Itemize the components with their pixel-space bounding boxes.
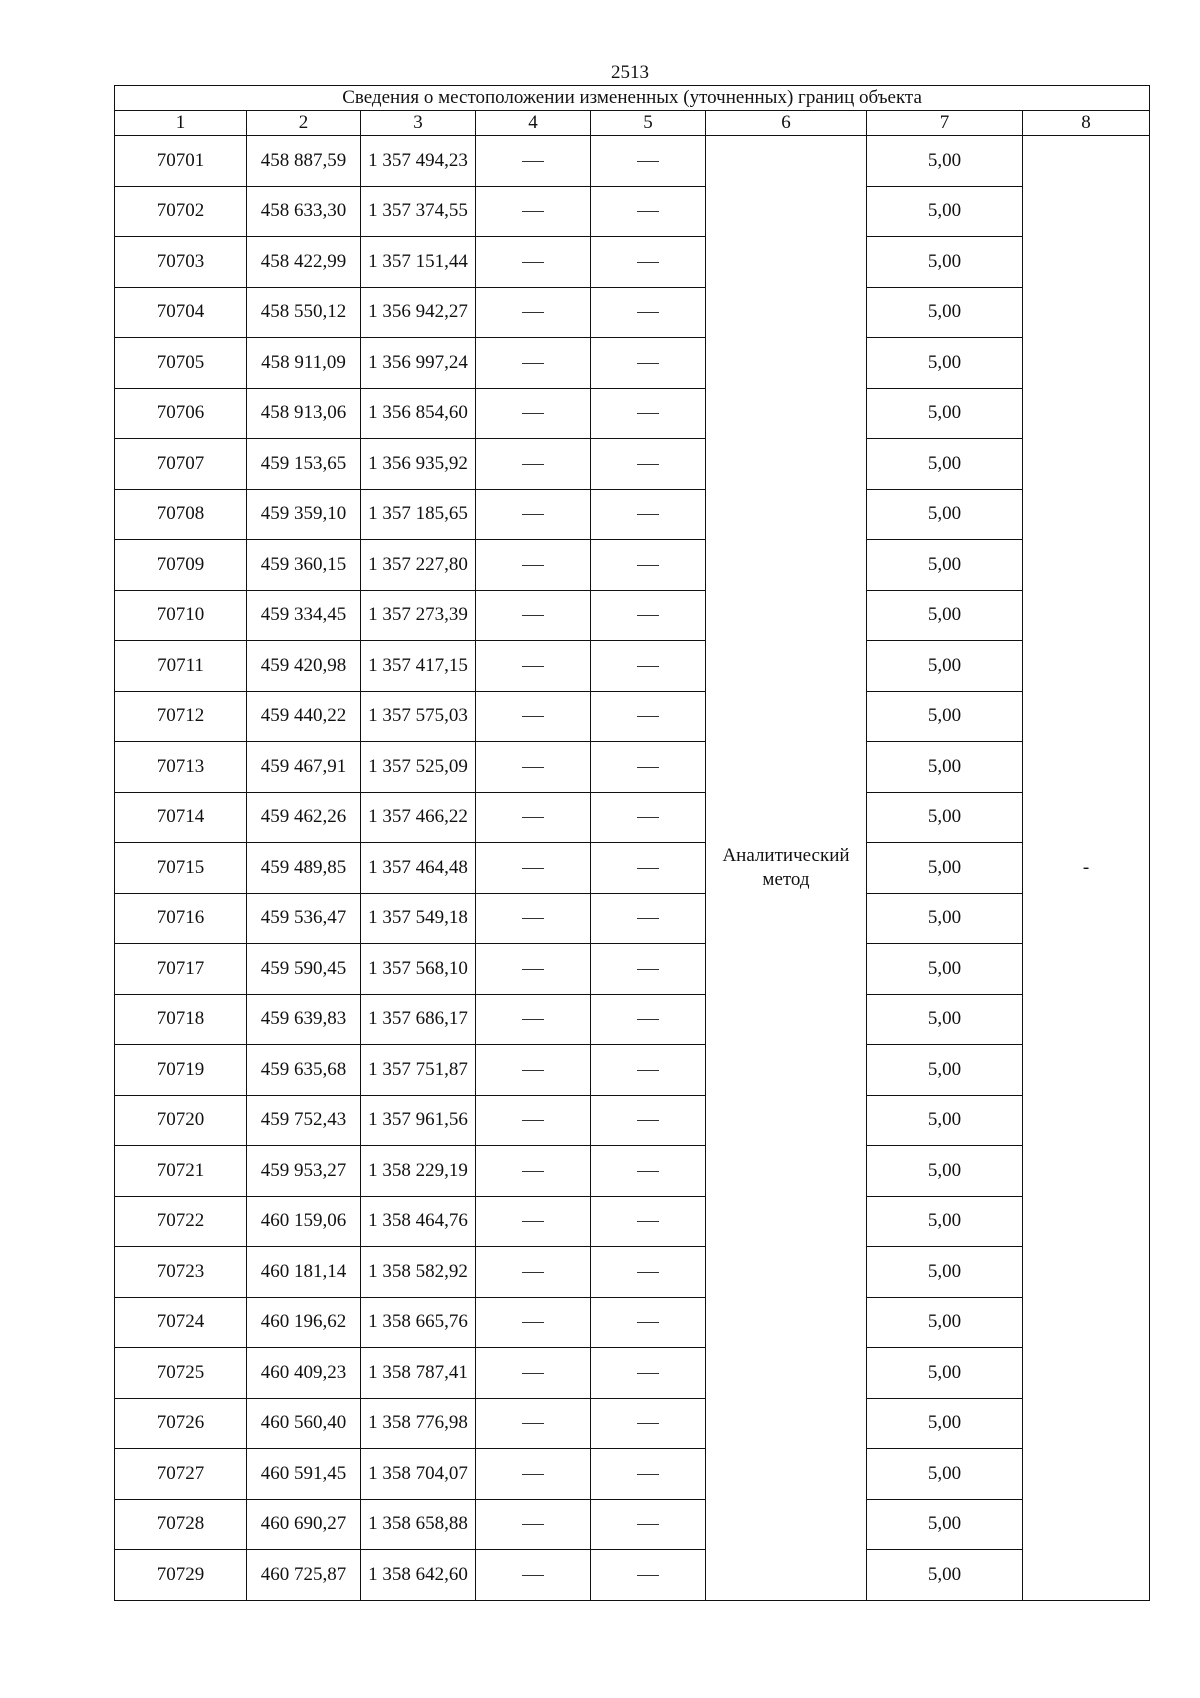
- precision-cell: 5,00: [867, 893, 1023, 944]
- point-id-cell: 70728: [115, 1499, 247, 1550]
- y-coordinate-cell: 1 357 494,23: [361, 136, 476, 187]
- empty-value-cell: [476, 1196, 591, 1247]
- x-coordinate-cell: 459 153,65: [247, 439, 361, 490]
- dash-mark: [522, 1373, 544, 1374]
- point-id-cell: 70711: [115, 641, 247, 692]
- point-id-cell: 70725: [115, 1348, 247, 1399]
- dash-mark: [637, 262, 659, 263]
- y-coordinate-cell: 1 357 549,18: [361, 893, 476, 944]
- x-coordinate-cell: 459 420,98: [247, 641, 361, 692]
- table-body: [115, 136, 1150, 1601]
- point-id-cell: 70718: [115, 994, 247, 1045]
- precision-cell: 5,00: [867, 1146, 1023, 1197]
- empty-value-cell: [591, 1095, 706, 1146]
- y-coordinate-cell: 1 357 464,48: [361, 843, 476, 894]
- dash-mark: [522, 161, 544, 162]
- empty-value-cell: [591, 1297, 706, 1348]
- point-id-cell: 70710: [115, 590, 247, 641]
- table-row: [115, 338, 1150, 389]
- point-id-cell: 70719: [115, 1045, 247, 1096]
- dash-mark: [522, 514, 544, 515]
- y-coordinate-cell: 1 357 961,56: [361, 1095, 476, 1146]
- empty-value-cell: [591, 489, 706, 540]
- empty-value-cell: [476, 590, 591, 641]
- column-number: 1: [115, 111, 247, 136]
- table-row: [115, 439, 1150, 490]
- dash-mark: [522, 767, 544, 768]
- empty-value-cell: [591, 843, 706, 894]
- table-row: [115, 237, 1150, 288]
- x-coordinate-cell: 460 591,45: [247, 1449, 361, 1500]
- empty-value-cell: [476, 792, 591, 843]
- precision-cell: 5,00: [867, 1095, 1023, 1146]
- precision-cell: 5,00: [867, 742, 1023, 793]
- precision-cell: 5,00: [867, 237, 1023, 288]
- empty-value-cell: [591, 439, 706, 490]
- y-coordinate-cell: 1 357 417,15: [361, 641, 476, 692]
- empty-value-cell: [476, 1247, 591, 1298]
- y-coordinate-cell: 1 357 568,10: [361, 944, 476, 995]
- table-row: [115, 590, 1150, 641]
- point-id-cell: 70712: [115, 691, 247, 742]
- dash-mark: [522, 1221, 544, 1222]
- dash-mark: [637, 413, 659, 414]
- method-label-line1: Аналитический: [722, 844, 850, 866]
- x-coordinate-cell: 458 422,99: [247, 237, 361, 288]
- column-number: 7: [867, 111, 1023, 136]
- dash-mark: [637, 1373, 659, 1374]
- empty-value-cell: [476, 388, 591, 439]
- x-coordinate-cell: 460 409,23: [247, 1348, 361, 1399]
- y-coordinate-cell: 1 358 642,60: [361, 1550, 476, 1601]
- precision-cell: 5,00: [867, 792, 1023, 843]
- point-id-cell: 70723: [115, 1247, 247, 1298]
- empty-value-cell: [476, 237, 591, 288]
- dash-mark: [522, 565, 544, 566]
- y-coordinate-cell: 1 357 227,80: [361, 540, 476, 591]
- empty-value-cell: [591, 136, 706, 187]
- dash-mark: [637, 767, 659, 768]
- empty-value-cell: [476, 287, 591, 338]
- y-coordinate-cell: 1 357 151,44: [361, 237, 476, 288]
- y-coordinate-cell: 1 356 942,27: [361, 287, 476, 338]
- x-coordinate-cell: 459 489,85: [247, 843, 361, 894]
- dash-mark: [637, 716, 659, 717]
- point-id-cell: 70706: [115, 388, 247, 439]
- dash-mark: [637, 1120, 659, 1121]
- y-coordinate-cell: 1 358 582,92: [361, 1247, 476, 1298]
- dash-mark: [522, 1070, 544, 1071]
- table-row: [115, 540, 1150, 591]
- empty-value-cell: [476, 691, 591, 742]
- empty-value-cell: [476, 1499, 591, 1550]
- empty-value-cell: [476, 1348, 591, 1399]
- dash-mark: [637, 1019, 659, 1020]
- point-id-cell: 70701: [115, 136, 247, 187]
- x-coordinate-cell: 459 536,47: [247, 893, 361, 944]
- empty-value-cell: [591, 792, 706, 843]
- dash-mark: [522, 666, 544, 667]
- empty-value-cell: [476, 944, 591, 995]
- point-id-cell: 70705: [115, 338, 247, 389]
- x-coordinate-cell: 458 550,12: [247, 287, 361, 338]
- dash-mark: [637, 565, 659, 566]
- table-caption: Сведения о местоположении измененных (уточненных) границ объекта: [115, 86, 1150, 111]
- dash-mark: [637, 1322, 659, 1323]
- dash-mark: [522, 1171, 544, 1172]
- column-number: 8: [1023, 111, 1150, 136]
- empty-value-cell: [591, 1045, 706, 1096]
- empty-value-cell: [476, 994, 591, 1045]
- dash-mark: [522, 868, 544, 869]
- x-coordinate-cell: 459 462,26: [247, 792, 361, 843]
- point-id-cell: 70717: [115, 944, 247, 995]
- empty-value-cell: [591, 1146, 706, 1197]
- precision-cell: 5,00: [867, 1449, 1023, 1500]
- x-coordinate-cell: 460 196,62: [247, 1297, 361, 1348]
- dash-mark: [637, 1221, 659, 1222]
- point-id-cell: 70707: [115, 439, 247, 490]
- dash-mark: [522, 969, 544, 970]
- point-id-cell: 70726: [115, 1398, 247, 1449]
- dash-mark: [522, 1575, 544, 1576]
- dash-mark: [637, 363, 659, 364]
- y-coordinate-cell: 1 358 704,07: [361, 1449, 476, 1500]
- precision-cell: 5,00: [867, 1196, 1023, 1247]
- empty-value-cell: [591, 691, 706, 742]
- x-coordinate-cell: 458 633,30: [247, 186, 361, 237]
- empty-value-cell: [591, 237, 706, 288]
- point-id-cell: 70709: [115, 540, 247, 591]
- table-row: [115, 994, 1150, 1045]
- empty-value-cell: [476, 843, 591, 894]
- dash-mark: [637, 211, 659, 212]
- empty-value-cell: [476, 1449, 591, 1500]
- x-coordinate-cell: 459 467,91: [247, 742, 361, 793]
- table-row: [115, 1449, 1150, 1500]
- empty-value-cell: [591, 1550, 706, 1601]
- x-coordinate-cell: 458 911,09: [247, 338, 361, 389]
- dash-mark: [637, 868, 659, 869]
- precision-cell: 5,00: [867, 186, 1023, 237]
- precision-cell: 5,00: [867, 590, 1023, 641]
- y-coordinate-cell: 1 357 686,17: [361, 994, 476, 1045]
- y-coordinate-cell: 1 356 935,92: [361, 439, 476, 490]
- x-coordinate-cell: 459 635,68: [247, 1045, 361, 1096]
- x-coordinate-cell: 458 887,59: [247, 136, 361, 187]
- empty-value-cell: [591, 742, 706, 793]
- table-row: [115, 742, 1150, 793]
- x-coordinate-cell: 460 181,14: [247, 1247, 361, 1298]
- table-row: [115, 1196, 1150, 1247]
- table-row: [115, 489, 1150, 540]
- precision-cell: 5,00: [867, 338, 1023, 389]
- precision-cell: 5,00: [867, 388, 1023, 439]
- point-id-cell: 70702: [115, 186, 247, 237]
- dash-mark: [522, 312, 544, 313]
- x-coordinate-cell: 459 360,15: [247, 540, 361, 591]
- dash-mark: [522, 262, 544, 263]
- table-row: [115, 792, 1150, 843]
- precision-cell: 5,00: [867, 1247, 1023, 1298]
- y-coordinate-cell: 1 357 466,22: [361, 792, 476, 843]
- y-coordinate-cell: 1 357 374,55: [361, 186, 476, 237]
- empty-value-cell: [476, 742, 591, 793]
- table-row: [115, 1247, 1150, 1298]
- precision-cell: 5,00: [867, 1297, 1023, 1348]
- point-id-cell: 70716: [115, 893, 247, 944]
- table-row: [115, 186, 1150, 237]
- precision-cell: 5,00: [867, 540, 1023, 591]
- dash-mark: [522, 716, 544, 717]
- dash-mark: [522, 464, 544, 465]
- point-id-cell: 70720: [115, 1095, 247, 1146]
- column-number: 5: [591, 111, 706, 136]
- x-coordinate-cell: 460 690,27: [247, 1499, 361, 1550]
- empty-value-cell: [591, 1247, 706, 1298]
- point-id-cell: 70708: [115, 489, 247, 540]
- table-row: [115, 641, 1150, 692]
- empty-value-cell: [591, 641, 706, 692]
- x-coordinate-cell: 459 639,83: [247, 994, 361, 1045]
- table-row: [115, 1550, 1150, 1601]
- dash-mark: [522, 413, 544, 414]
- dash-mark: [637, 464, 659, 465]
- column-number: 6: [706, 111, 867, 136]
- point-id-cell: 70704: [115, 287, 247, 338]
- empty-value-cell: [476, 893, 591, 944]
- empty-value-cell: [476, 186, 591, 237]
- table-row: [115, 1398, 1150, 1449]
- y-coordinate-cell: 1 358 464,76: [361, 1196, 476, 1247]
- dash-mark: [637, 1171, 659, 1172]
- dash-mark: [637, 1575, 659, 1576]
- x-coordinate-cell: 460 725,87: [247, 1550, 361, 1601]
- table-row: [115, 893, 1150, 944]
- x-coordinate-cell: 459 334,45: [247, 590, 361, 641]
- method-label-line2: метод: [762, 868, 810, 890]
- empty-value-cell: [591, 388, 706, 439]
- x-coordinate-cell: 460 159,06: [247, 1196, 361, 1247]
- table-caption-row: [115, 86, 1150, 111]
- dash-mark: [522, 1524, 544, 1525]
- dash-mark: [637, 312, 659, 313]
- empty-value-cell: [591, 893, 706, 944]
- empty-value-cell: [476, 1095, 591, 1146]
- table-row: [115, 1348, 1150, 1399]
- boundary-table: [114, 85, 1150, 1601]
- point-id-cell: 70721: [115, 1146, 247, 1197]
- y-coordinate-cell: 1 357 575,03: [361, 691, 476, 742]
- point-id-cell: 70703: [115, 237, 247, 288]
- precision-cell: 5,00: [867, 1550, 1023, 1601]
- y-coordinate-cell: 1 356 854,60: [361, 388, 476, 439]
- empty-value-cell: [591, 1449, 706, 1500]
- method-cell: [706, 136, 867, 1601]
- dash-mark: [637, 918, 659, 919]
- column-number: 2: [247, 111, 361, 136]
- empty-value-cell: [476, 641, 591, 692]
- page-number: 2513: [611, 62, 649, 83]
- dash-mark: [637, 1474, 659, 1475]
- y-coordinate-cell: 1 358 787,41: [361, 1348, 476, 1399]
- empty-value-cell: [591, 590, 706, 641]
- x-coordinate-cell: 458 913,06: [247, 388, 361, 439]
- empty-value-cell: [591, 338, 706, 389]
- table-row: [115, 944, 1150, 995]
- dash-mark: [637, 1070, 659, 1071]
- empty-value-cell: [476, 136, 591, 187]
- precision-cell: 5,00: [867, 641, 1023, 692]
- dash-mark: [637, 161, 659, 162]
- empty-value-cell: [591, 944, 706, 995]
- empty-value-cell: [591, 287, 706, 338]
- dash-mark: [637, 514, 659, 515]
- empty-value-cell: [476, 489, 591, 540]
- empty-value-cell: [476, 1398, 591, 1449]
- point-id-cell: 70724: [115, 1297, 247, 1348]
- precision-cell: 5,00: [867, 439, 1023, 490]
- table-row: [115, 136, 1150, 187]
- empty-value-cell: [591, 1196, 706, 1247]
- column-number-row: [115, 111, 1150, 136]
- dash-mark: [637, 817, 659, 818]
- precision-cell: 5,00: [867, 843, 1023, 894]
- point-id-cell: 70722: [115, 1196, 247, 1247]
- dash-mark: [637, 969, 659, 970]
- dash-mark: [637, 1524, 659, 1525]
- empty-value-cell: [476, 1045, 591, 1096]
- column8-cell: -: [1023, 136, 1150, 1601]
- dash-mark: [522, 615, 544, 616]
- dash-mark: [637, 615, 659, 616]
- empty-value-cell: [476, 540, 591, 591]
- table-row: [115, 1146, 1150, 1197]
- empty-value-cell: [476, 1146, 591, 1197]
- point-id-cell: 70729: [115, 1550, 247, 1601]
- empty-value-cell: [591, 540, 706, 591]
- empty-value-cell: [476, 338, 591, 389]
- dash-mark: [522, 363, 544, 364]
- y-coordinate-cell: 1 357 751,87: [361, 1045, 476, 1096]
- x-coordinate-cell: 459 953,27: [247, 1146, 361, 1197]
- precision-cell: 5,00: [867, 1499, 1023, 1550]
- table-row: [115, 1095, 1150, 1146]
- point-id-cell: 70727: [115, 1449, 247, 1500]
- precision-cell: 5,00: [867, 136, 1023, 187]
- dash-mark: [522, 1474, 544, 1475]
- x-coordinate-cell: 460 560,40: [247, 1398, 361, 1449]
- empty-value-cell: [476, 1297, 591, 1348]
- table-row: [115, 1499, 1150, 1550]
- y-coordinate-cell: 1 357 525,09: [361, 742, 476, 793]
- dash-mark: [637, 1272, 659, 1273]
- precision-cell: 5,00: [867, 994, 1023, 1045]
- dash-mark: [522, 817, 544, 818]
- column-number: 4: [476, 111, 591, 136]
- precision-cell: 5,00: [867, 691, 1023, 742]
- y-coordinate-cell: 1 357 273,39: [361, 590, 476, 641]
- dash-mark: [637, 666, 659, 667]
- empty-value-cell: [591, 1348, 706, 1399]
- dash-mark: [522, 1322, 544, 1323]
- dash-mark: [522, 918, 544, 919]
- x-coordinate-cell: 459 440,22: [247, 691, 361, 742]
- table-row: [115, 388, 1150, 439]
- y-coordinate-cell: 1 358 658,88: [361, 1499, 476, 1550]
- table-row: [115, 843, 1150, 894]
- table-row: [115, 287, 1150, 338]
- empty-value-cell: [476, 439, 591, 490]
- dash-mark: [522, 211, 544, 212]
- table-row: [115, 1297, 1150, 1348]
- point-id-cell: 70715: [115, 843, 247, 894]
- empty-value-cell: [591, 1398, 706, 1449]
- precision-cell: 5,00: [867, 944, 1023, 995]
- point-id-cell: 70714: [115, 792, 247, 843]
- y-coordinate-cell: 1 358 776,98: [361, 1398, 476, 1449]
- point-id-cell: 70713: [115, 742, 247, 793]
- precision-cell: 5,00: [867, 1398, 1023, 1449]
- dash-mark: [522, 1272, 544, 1273]
- column-number: 3: [361, 111, 476, 136]
- y-coordinate-cell: 1 358 229,19: [361, 1146, 476, 1197]
- y-coordinate-cell: 1 358 665,76: [361, 1297, 476, 1348]
- x-coordinate-cell: 459 752,43: [247, 1095, 361, 1146]
- empty-value-cell: [591, 1499, 706, 1550]
- empty-value-cell: [591, 186, 706, 237]
- y-coordinate-cell: 1 356 997,24: [361, 338, 476, 389]
- precision-cell: 5,00: [867, 1045, 1023, 1096]
- table-row: [115, 1045, 1150, 1096]
- dash-mark: [637, 1423, 659, 1424]
- empty-value-cell: [476, 1550, 591, 1601]
- precision-cell: 5,00: [867, 489, 1023, 540]
- table-row: [115, 691, 1150, 742]
- x-coordinate-cell: 459 590,45: [247, 944, 361, 995]
- dash-mark: [522, 1120, 544, 1121]
- x-coordinate-cell: 459 359,10: [247, 489, 361, 540]
- dash-mark: [522, 1423, 544, 1424]
- precision-cell: 5,00: [867, 287, 1023, 338]
- empty-value-cell: [591, 994, 706, 1045]
- dash-mark: [522, 1019, 544, 1020]
- precision-cell: 5,00: [867, 1348, 1023, 1399]
- y-coordinate-cell: 1 357 185,65: [361, 489, 476, 540]
